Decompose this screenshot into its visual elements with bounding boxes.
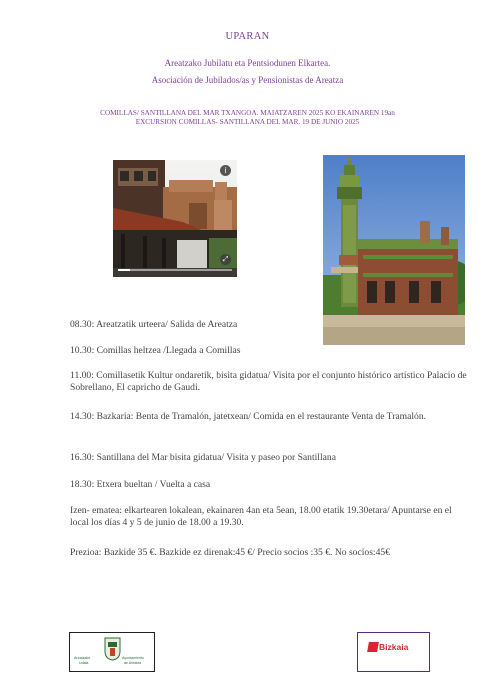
price-info: Prezioa: Bazkide 35 €. Bazkide ez direnak:45 €/ Precio socios :35 €. No socios:45€	[70, 547, 390, 558]
schedule-item: 14.30: Bazkaria: Benta de Tramalón, jatetxean/ Comida en el restaurante Venta de Tramalón.	[70, 411, 427, 422]
areatza-logo-text-1: Areatzako	[74, 656, 91, 660]
areatza-logo-text-2: Udala	[79, 661, 89, 665]
areatza-logo-text-4: de Areatza	[124, 661, 142, 665]
areatza-shield-icon	[104, 637, 121, 661]
schedule-item: 10.30: Comillas heltzea /Llegada a Comillas	[70, 345, 241, 356]
areatza-logo	[69, 632, 155, 672]
areatza-logo-text-3: Ayuntamiento	[122, 656, 144, 660]
trip-title-basque: COMILLAS/ SANTILLANA DEL MAR TXANGOA. MAIATZAREN 2025 KO EKAINAREN 19an	[100, 109, 395, 117]
schedule-item: 11.00: Comillasetik Kultur ondaretik, bisita gidatua/ Visita por el conjunto histórico artístico Palacio de Sobrellano, El capricho de Gaudi.	[70, 370, 467, 393]
org-name-basque: Areatzako Jubilatu eta Pentsiodunen Elkartea.	[164, 58, 331, 68]
schedule-item: 18.30: Etxera bueltan / Vuelta a casa	[70, 479, 211, 490]
registration-info: Izen- ematea: elkartearen lokalean, ekainaren 4an eta 5ean, 18.00 etatik 19.30etara/ Apuntarse en el local los días 4 y 5 de junio de 18.00 a 19.30.	[70, 505, 452, 528]
bizkaia-logo-text: Bizkaia	[379, 642, 409, 652]
expand-icon[interactable]: ⤢	[220, 254, 231, 265]
page-title: UPARAN	[225, 31, 270, 42]
info-icon[interactable]: i	[220, 165, 231, 176]
schedule-item: 16.30: Santillana del Mar bisita gidatua/ Visita y paseo por Santillana	[70, 452, 336, 463]
comillas-photo	[113, 160, 237, 277]
bizkaia-mark-icon	[367, 642, 379, 652]
capricho-gaudi-photo	[323, 155, 465, 345]
org-name-spanish: Asociación de Jubilados/as y Pensionistas de Areatza	[151, 75, 344, 85]
bizkaia-logo	[357, 632, 430, 672]
schedule-item: 08.30: Areatzatik urteera/ Salida de Areatza	[70, 319, 238, 330]
trip-title-spanish: EXCURSION COMILLAS- SANTILLANA DEL MAR. 19 DE JUNIO 2025	[135, 118, 360, 126]
